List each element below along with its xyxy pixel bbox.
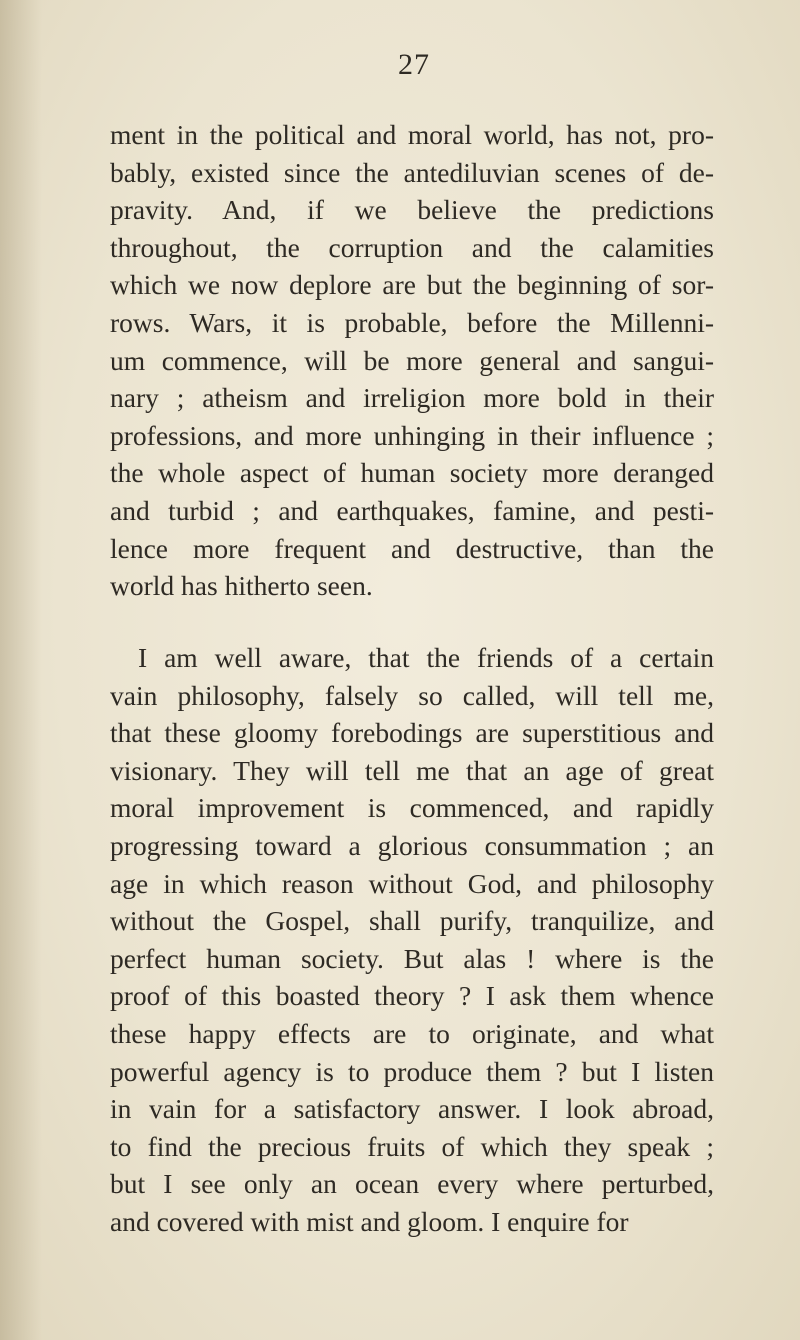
text-line: nary ; atheism and irreligion more bold in their [110, 382, 714, 414]
paragraph-2 [110, 639, 714, 1241]
text-line: um commence, will be more general and sangui- [110, 344, 714, 376]
text-line: visionary. They will tell me that an age of great [110, 754, 714, 786]
text-line: in vain for a satisfactory answer. I look abroad, [110, 1093, 714, 1125]
text-line: progressing toward a glorious consummation ; an [110, 829, 714, 861]
text-line: powerful agency is to produce them ? but I listen [110, 1055, 714, 1087]
text-line: professions, and more unhinging in their influence ; [110, 419, 714, 451]
text-line: which we now deplore are but the beginning of sor- [110, 269, 714, 301]
text-line: moral improvement is commenced, and rapidly [110, 792, 714, 824]
paragraph-1 [110, 116, 714, 605]
text-line: proof of this boasted theory ? I ask them whence [110, 980, 714, 1012]
text-line: perfect human society. But alas ! where is the [110, 942, 714, 974]
text-line: age in which reason without God, and philosophy [110, 867, 714, 899]
text-line: ment in the political and moral world, has not, pro- [110, 119, 714, 150]
text-line: and turbid ; and earthquakes, famine, and pesti- [110, 494, 714, 526]
text-line: that these gloomy forebodings are superstitious and [110, 717, 714, 749]
text-line: but I see only an ocean every where perturbed, [110, 1168, 714, 1200]
text-line: vain philosophy, falsely so called, will tell me, [110, 679, 714, 711]
text-line: and covered with mist and gloom. I enquire for [110, 1205, 629, 1237]
text-line: without the Gospel, shall purify, tranquilize, and [110, 905, 714, 937]
text-line: I am well aware, that the friends of a certain [138, 642, 714, 673]
gutter-shadow [0, 0, 42, 1340]
text-line: pravity. And, if we believe the predictions [110, 194, 714, 226]
text-line: lence more frequent and destructive, than the [110, 532, 714, 564]
text-line: bably, existed since the antediluvian scenes of de- [110, 156, 714, 188]
text-line: throughout, the corruption and the calamities [110, 231, 714, 263]
text-line: to find the precious fruits of which they speak ; [110, 1130, 714, 1162]
text-line: these happy effects are to originate, and what [110, 1017, 714, 1049]
text-line: rows. Wars, it is probable, before the Millenni- [110, 306, 714, 338]
text-line: the whole aspect of human society more deranged [110, 457, 714, 489]
text-line: world has hitherto seen. [110, 570, 373, 602]
page-number: 27 [398, 48, 430, 81]
